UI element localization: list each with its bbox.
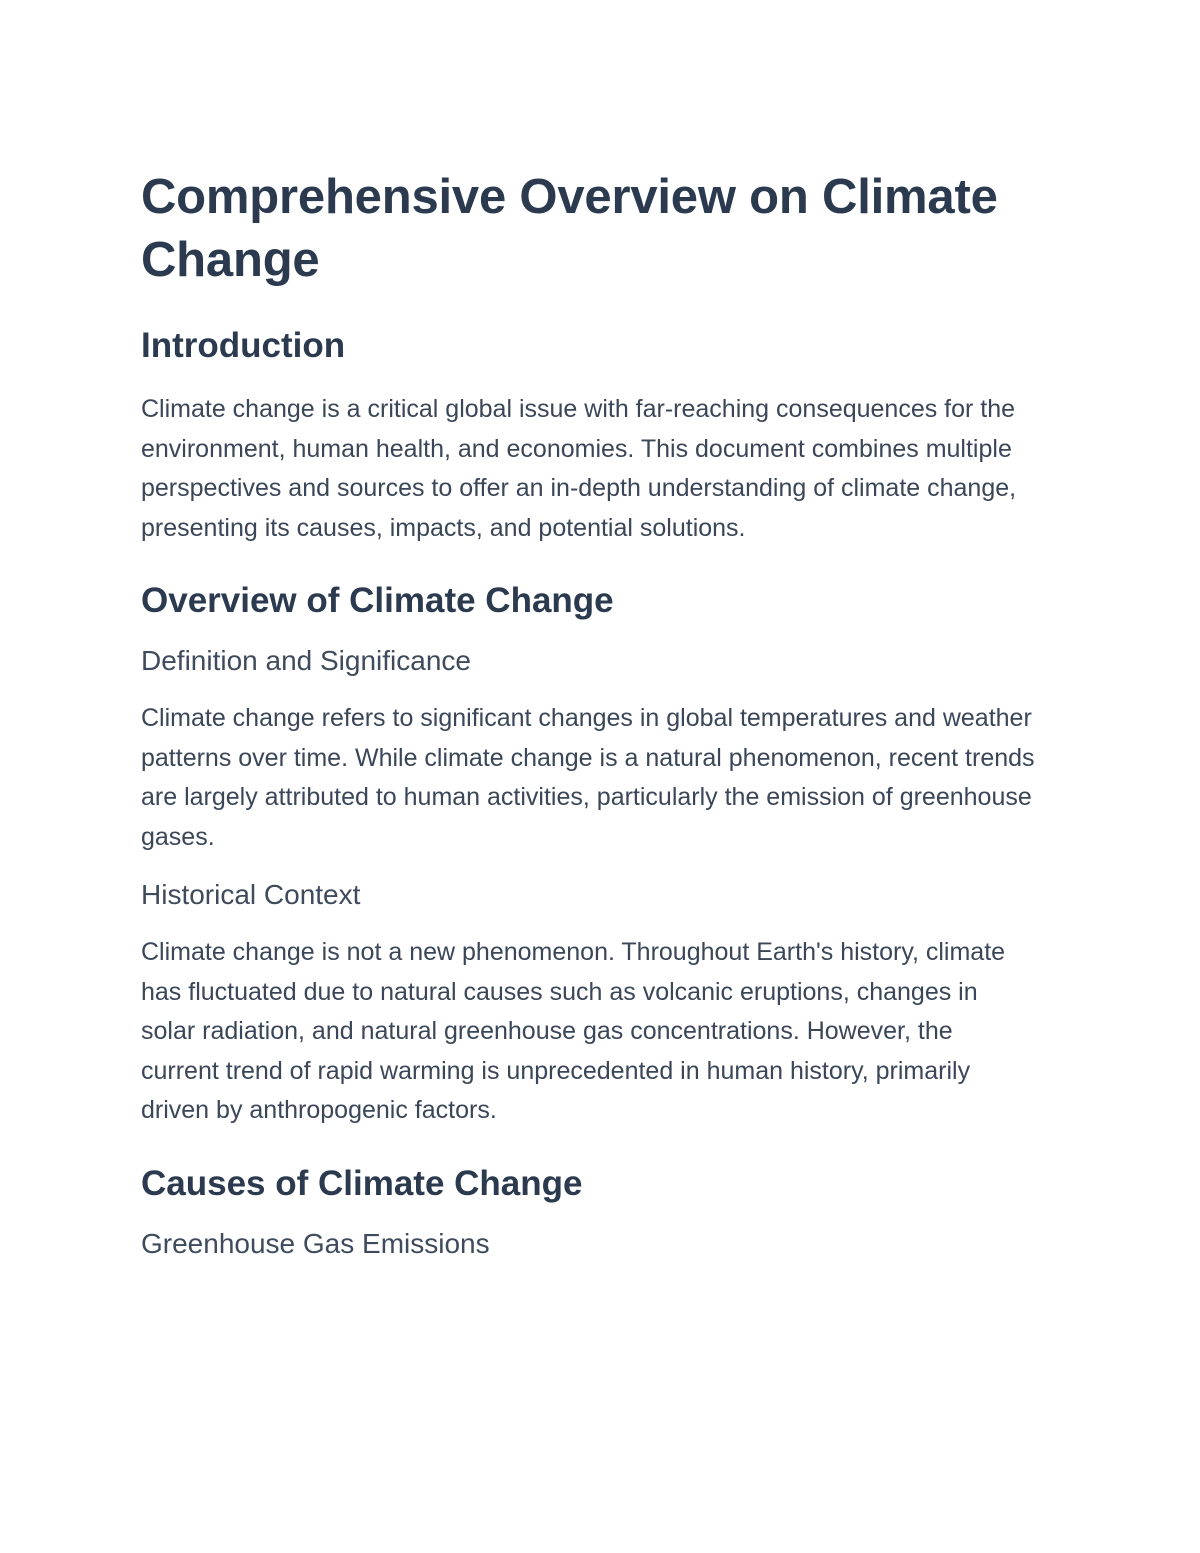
introduction-paragraph: Climate change is a critical global issue with far-reaching consequences for the environment, human health, and economies. This document combines multiple perspectives and sources to offer an in-depth understanding of climate change, presenting its causes, impacts, and potential solutions.	[141, 395, 1017, 542]
subsection-heading-definition: Definition and Significance	[141, 645, 471, 676]
subsection-heading-historical-context: Historical Context	[141, 879, 361, 910]
section-heading-causes: Causes of Climate Change	[141, 1163, 583, 1203]
document-content	[141, 166, 1041, 1262]
historical-context-paragraph: Climate change is not a new phenomenon. Throughout Earth's history, climate has fluctuated due to natural causes such as volcanic eruptions, changes in solar radiation, and natural greenhouse gas concentrations. However, the current trend of rapid warming is unprecedented in human history, primarily driven by anthropogenic factors.	[141, 938, 1006, 1124]
section-heading-introduction: Introduction	[141, 326, 346, 365]
document-title: Comprehensive Overview on Climate Change	[141, 170, 998, 287]
subsection-heading-greenhouse-gas-emissions: Greenhouse Gas Emissions	[141, 1227, 490, 1259]
definition-paragraph: Climate change refers to significant changes in global temperatures and weather patterns over time. While climate change is a natural phenomenon, recent trends are largely attributed to human activities, particularly the emission of greenhouse gases.	[141, 704, 1035, 851]
section-heading-overview: Overview of Climate Change	[141, 581, 614, 620]
